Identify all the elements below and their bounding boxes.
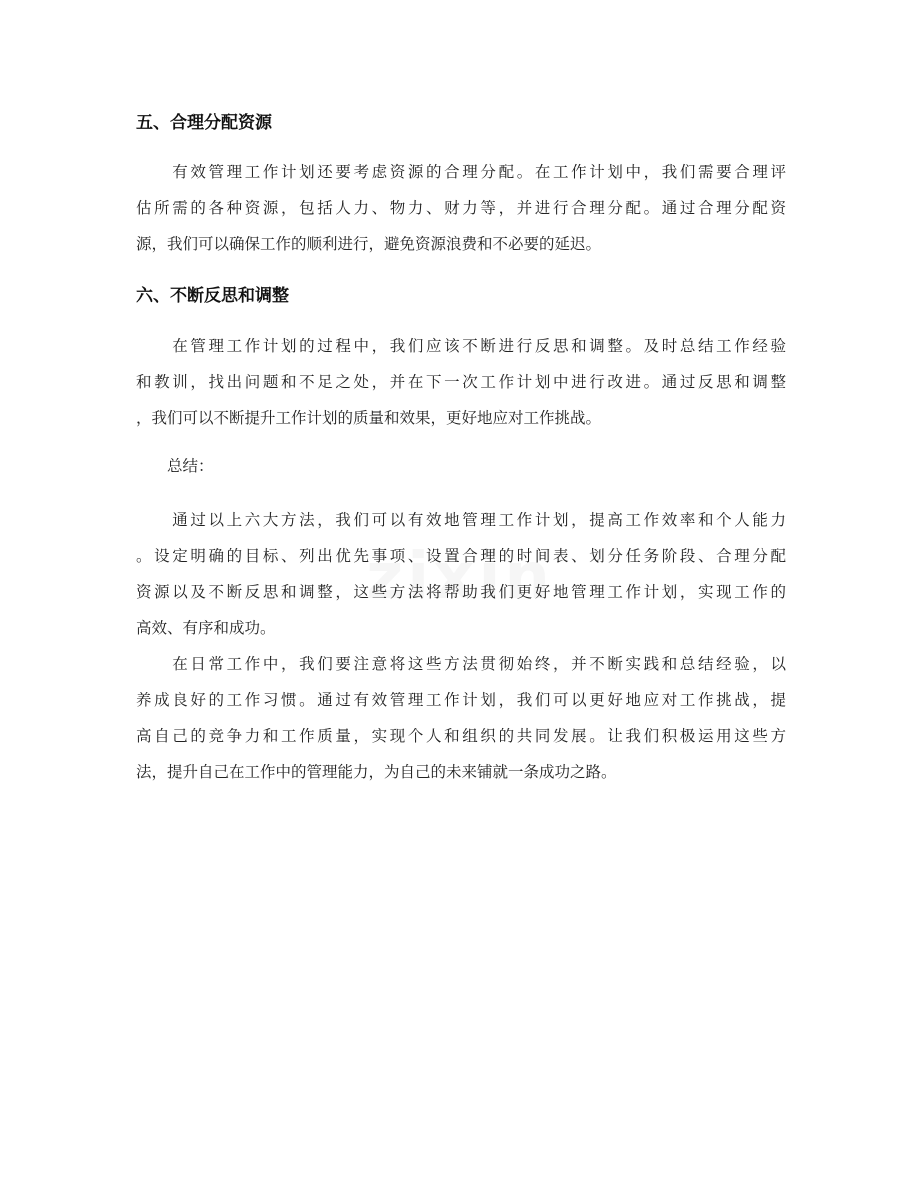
paragraph-line: 高效、有序和成功。 bbox=[136, 619, 276, 637]
section-5-paragraph bbox=[136, 154, 786, 262]
paragraph-line: 和教训，找出问题和不足之处，并在下一次工作计划中进行改进。通过反思和调整 bbox=[136, 373, 786, 391]
paragraph-line: 通过以上六大方法，我们可以有效地管理工作计划，提高工作效率和个人能力 bbox=[136, 511, 786, 529]
paragraph-line: 资源以及不断反思和调整，这些方法将帮助我们更好地管理工作计划，实现工作的 bbox=[136, 583, 786, 601]
summary-paragraph-1 bbox=[136, 502, 786, 646]
summary-label-text: 总结： bbox=[136, 457, 214, 475]
summary-paragraph-2 bbox=[136, 646, 786, 790]
paragraph-line: 法，提升自己在工作中的管理能力，为自己的未来铺就一条成功之路。 bbox=[136, 763, 617, 781]
paragraph-line: ，我们可以不断提升工作计划的质量和效果，更好地应对工作挑战。 bbox=[136, 409, 602, 427]
section-6-paragraph bbox=[136, 328, 786, 436]
paragraph-line: 养成良好的工作习惯。通过有效管理工作计划，我们可以更好地应对工作挑战，提 bbox=[136, 691, 786, 709]
section-6-heading: 六、不断反思和调整 bbox=[136, 286, 289, 306]
paragraph-line: 。设定明确的目标、列出优先事项、设置合理的时间表、划分任务阶段、合理分配 bbox=[136, 547, 786, 565]
paragraph-line: 源，我们可以确保工作的顺利进行，避免资源浪费和不必要的延迟。 bbox=[136, 235, 602, 253]
paragraph-line: 估所需的各种资源，包括人力、物力、财力等，并进行合理分配。通过合理分配资 bbox=[136, 199, 786, 217]
section-5-heading: 五、合理分配资源 bbox=[136, 113, 272, 133]
summary-label bbox=[136, 448, 786, 484]
paragraph-line: 在日常工作中，我们要注意将这些方法贯彻始终，并不断实践和总结经验，以 bbox=[136, 655, 786, 673]
paragraph-line: 高自己的竞争力和工作质量，实现个人和组织的共同发展。让我们积极运用这些方 bbox=[136, 727, 786, 745]
paragraph-line: 在管理工作计划的过程中，我们应该不断进行反思和调整。及时总结工作经验 bbox=[136, 337, 786, 355]
paragraph-line: 有效管理工作计划还要考虑资源的合理分配。在工作计划中，我们需要合理评 bbox=[136, 163, 786, 181]
